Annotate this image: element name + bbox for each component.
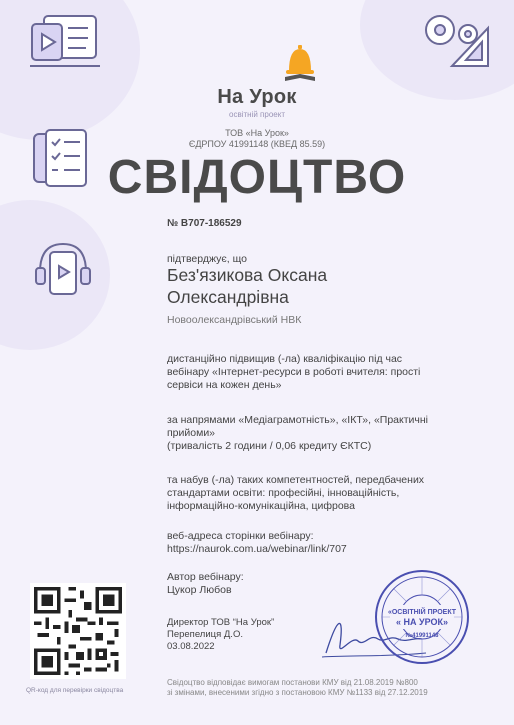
recipient-name-line1: Без'язикова Оксана	[167, 265, 328, 285]
author-name: Цукор Любов	[167, 584, 232, 596]
paragraph-line: (тривалість 2 години / 0,06 кредиту ЄКТС)	[167, 440, 372, 452]
paragraph-line: стандартами освіти: професійні, інноваційність,	[167, 487, 400, 499]
brand-subtitle: освітній проект	[229, 110, 285, 119]
paragraph-line: та набув (-ла) таких компетентностей, передбачених	[167, 474, 425, 486]
paragraph-webinar-url	[167, 530, 467, 556]
paragraph-line: дистанційно підвищив (-ла) кваліфікацію під час	[167, 353, 403, 365]
video-lesson-icon	[30, 10, 102, 70]
geometry-gears-icon	[418, 8, 498, 74]
confirms-text: підтверджує, що	[167, 253, 247, 265]
stamp-text-top: «ОСВІТНІЙ ПРОЕКТ	[387, 609, 457, 616]
paragraph-line: за напрямами «Медіаграмотність», «ІКТ», «Практичні	[167, 414, 429, 426]
org-name: ТОВ «На Урок»	[225, 128, 289, 138]
stamp-text-mid: « НА УРОК»	[396, 617, 448, 627]
paragraph-line: інформаційно-комунікаційна, цифрова	[167, 500, 355, 512]
webinar-url-label: веб-адреса сторінки вебінару:	[167, 530, 314, 542]
footer-line: зі змінами, внесеними згідно з постановою КМУ №1133 від 27.12.2019	[167, 688, 428, 697]
author-label: Автор вебінару:	[167, 571, 244, 583]
issue-date: 03.08.2022	[167, 641, 215, 652]
paragraph-qualification	[167, 353, 467, 392]
director-name: Перепелиця Д.О.	[167, 629, 243, 640]
certificate-title: СВІДОЦТВО	[107, 151, 407, 204]
paragraph-line: прийоми»	[167, 427, 216, 439]
qr-caption: QR-код для перевірки свідоцтва	[26, 687, 124, 694]
recipient-name-line2: Олександрівна	[167, 287, 289, 307]
legal-footer	[167, 678, 467, 698]
paragraph-line: сервіси на кожен день»	[167, 379, 282, 391]
paragraph-directions	[167, 414, 467, 453]
footer-line: Свідоцтво відповідає вимогам постанови КМУ від 21.08.2019 №800	[167, 678, 418, 687]
org-registration: ЄДРПОУ 41991148 (КВЕД 85.59)	[188, 139, 326, 149]
brand-name: На Урок	[217, 86, 297, 108]
recipient-school: Новоолександрівський НВК	[167, 314, 302, 326]
certificate-number: № B707-186529	[167, 218, 242, 229]
bell-logo-icon	[283, 43, 317, 83]
headphones-phone-icon	[32, 238, 94, 300]
director-label: Директор ТОВ “На Урок”	[167, 617, 275, 628]
paragraph-competencies	[167, 474, 467, 513]
recipient-name	[167, 264, 327, 308]
webinar-url-link[interactable]: https://naurok.com.ua/webinar/link/707	[167, 543, 347, 555]
stamp-code: №41991148	[405, 633, 439, 639]
verification-qr-code[interactable]	[30, 583, 126, 679]
paragraph-line: вебінару «Інтернет-ресурси в роботі вчителя: прості	[167, 366, 421, 378]
company-stamp	[372, 567, 472, 667]
